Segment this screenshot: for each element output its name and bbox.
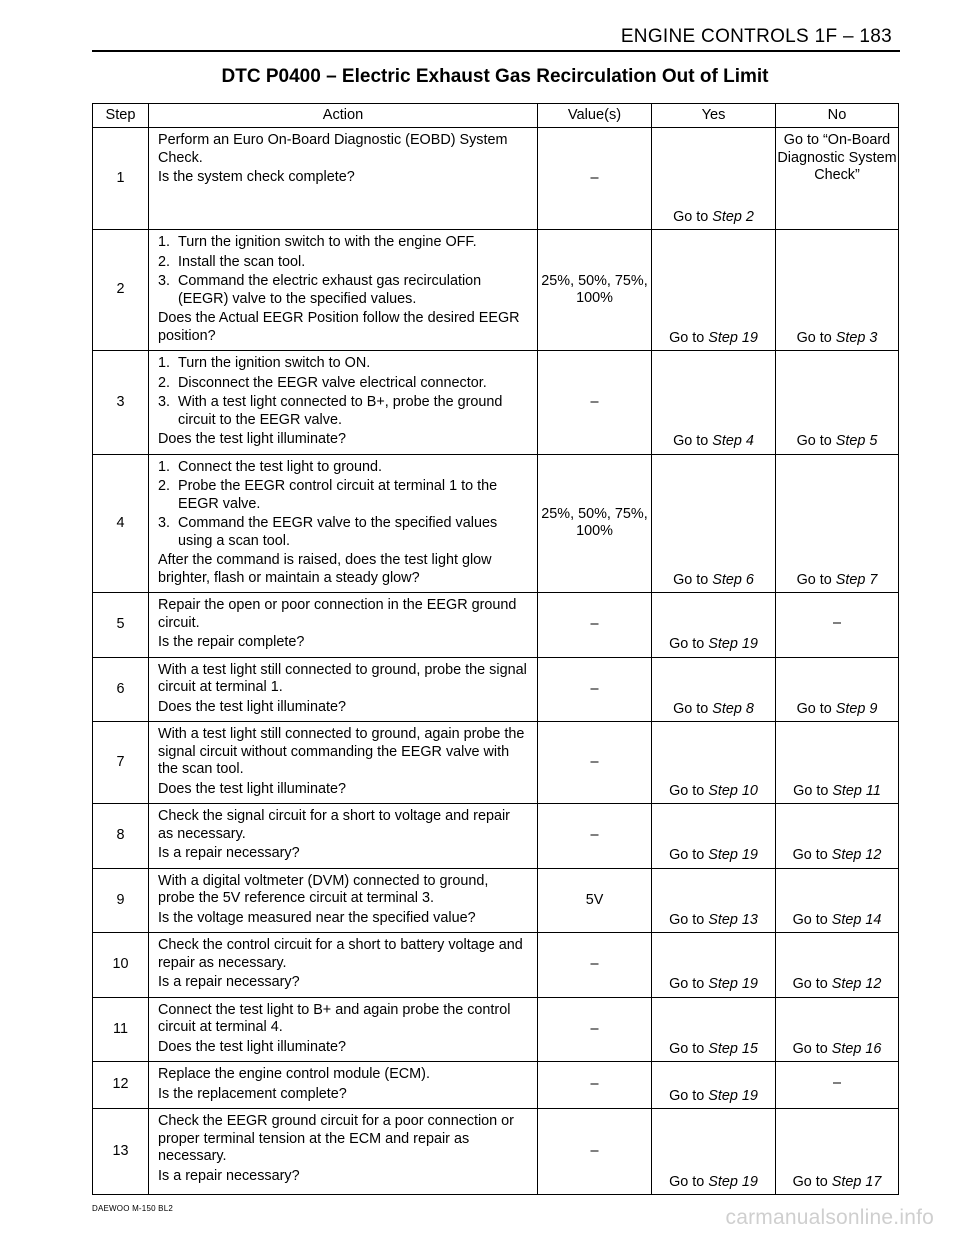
table-row (93, 804, 899, 869)
step-number: 9 (93, 868, 149, 933)
action-cell (149, 454, 538, 593)
step-number: 5 (93, 593, 149, 658)
action-item-number: 2. (158, 253, 171, 270)
column-header-no: No (776, 104, 899, 128)
yes-step-link: Step 19 (708, 1087, 758, 1104)
no-goto-prefix: Go to (793, 782, 833, 799)
yes-cell (652, 657, 776, 722)
yes-goto-prefix: Go to (673, 433, 713, 449)
no-goto-prefix: Go to (792, 911, 832, 928)
action-text: Does the test light illuminate? (158, 698, 346, 715)
no-cell (776, 933, 899, 998)
action-text: Does the test light illuminate? (158, 780, 346, 797)
action-text: Is a repair necessary? (158, 845, 300, 861)
no-cell (776, 1062, 899, 1109)
yes-cell (652, 230, 776, 351)
action-item-number: 3. (158, 273, 171, 289)
value-cell: 25%, 50%, 75%, 100% (538, 454, 652, 593)
action-cell (149, 722, 538, 804)
value-cell: – (538, 351, 652, 455)
action-item-text: Install the scan tool. (178, 253, 306, 270)
value-cell: 5V (538, 868, 652, 933)
action-text: Does the Actual EEGR Position follow the desired EEGR position? (158, 310, 520, 344)
yes-step-link: Step 6 (712, 571, 754, 588)
no-goto-prefix: Go to (796, 329, 836, 346)
no-step-link: Step 12 (831, 976, 882, 992)
step-number: 4 (93, 454, 149, 593)
action-cell (149, 868, 538, 933)
no-step-link: Step 7 (835, 571, 878, 588)
yes-cell (652, 1062, 776, 1109)
action-item-number: 1. (158, 355, 171, 371)
action-cell (149, 1062, 538, 1109)
table-row (93, 593, 899, 658)
action-text: With a digital voltmeter (DVM) connected to ground, probe the 5V reference circuit at terminal 3. (158, 872, 489, 906)
step-number: 8 (93, 804, 149, 869)
yes-goto-prefix: Go to (669, 847, 709, 863)
page-header: ENGINE CONTROLS 1F – 183 (620, 26, 892, 47)
action-text: Repair the open or poor connection in the EEGR ground circuit. (158, 597, 517, 631)
action-text: Perform an Euro On-Board Diagnostic (EOBD) System Check. (158, 132, 508, 166)
value-cell: – (538, 997, 652, 1062)
no-goto-prefix: Go to (792, 976, 832, 992)
no-goto-prefix: Go to (792, 1173, 832, 1190)
action-cell (149, 933, 538, 998)
column-header-values: Value(s) (538, 104, 652, 128)
action-cell (149, 997, 538, 1062)
yes-step-link: Step 2 (712, 208, 754, 225)
value-cell: – (538, 722, 652, 804)
no-step-link: Step 17 (831, 1173, 882, 1190)
no-cell (776, 454, 899, 593)
action-list-item (158, 234, 529, 252)
action-cell (149, 128, 538, 230)
action-list-item (158, 515, 529, 550)
no-goto-prefix: Go to (796, 571, 836, 588)
table-body (93, 128, 899, 1195)
table-row (93, 868, 899, 933)
no-cell (776, 868, 899, 933)
action-text: After the command is raised, does the test light glow brighter, flash or maintain a steady glow? (158, 552, 492, 586)
no-text: Go to “On-Board Diagnostic System Check” (777, 132, 897, 183)
yes-cell (652, 868, 776, 933)
table-row (93, 128, 899, 230)
yes-goto-prefix: Go to (673, 571, 713, 588)
action-text: Replace the engine control module (ECM). (158, 1066, 430, 1082)
no-step-link: Step 14 (831, 911, 882, 928)
action-cell (149, 1109, 538, 1195)
yes-step-link: Step 13 (708, 911, 758, 928)
yes-step-link: Step 10 (708, 782, 758, 799)
value-cell: – (538, 593, 652, 658)
yes-step-link: Step 8 (712, 700, 754, 717)
no-cell (776, 1109, 899, 1195)
yes-cell (652, 351, 776, 455)
action-text: Is the voltage measured near the specified value? (158, 909, 476, 926)
action-text: Check the signal circuit for a short to voltage and repair as necessary. (158, 808, 510, 842)
action-item-number: 3. (158, 394, 171, 410)
action-list-item (158, 394, 529, 429)
action-item-text: Disconnect the EEGR valve electrical connector. (178, 374, 487, 391)
step-number: 12 (93, 1062, 149, 1109)
no-text: – (832, 614, 841, 631)
value-cell: – (538, 933, 652, 998)
action-item-number: 1. (158, 458, 171, 475)
yes-cell (652, 997, 776, 1062)
action-text: Is a repair necessary? (158, 1167, 300, 1184)
action-cell (149, 351, 538, 455)
no-cell (776, 804, 899, 869)
table-row (93, 997, 899, 1062)
yes-cell (652, 933, 776, 998)
no-goto-prefix: Go to (792, 847, 832, 863)
yes-step-link: Step 19 (708, 847, 758, 863)
table-row (93, 1062, 899, 1109)
value-cell: – (538, 657, 652, 722)
action-list-item (158, 273, 529, 308)
yes-goto-prefix: Go to (669, 976, 709, 992)
step-number: 10 (93, 933, 149, 998)
action-text: Is the replacement complete? (158, 1085, 347, 1102)
no-step-link: Step 3 (835, 329, 878, 346)
action-item-text: Turn the ignition switch to with the engine OFF. (178, 234, 477, 250)
action-item-text: Command the electric exhaust gas recirculation (EEGR) valve to the specified values. (178, 273, 482, 307)
value-cell: – (538, 804, 652, 869)
yes-goto-prefix: Go to (669, 782, 709, 799)
table-row (93, 722, 899, 804)
column-header-step: Step (93, 104, 149, 128)
no-goto-prefix: Go to (792, 1040, 832, 1057)
value-cell: – (538, 1062, 652, 1109)
no-cell (776, 593, 899, 658)
yes-step-link: Step 4 (712, 433, 754, 449)
column-header-yes: Yes (652, 104, 776, 128)
no-cell (776, 230, 899, 351)
footer-code: DAEWOO M-150 BL2 (92, 1204, 174, 1213)
no-step-link: Step 5 (835, 433, 878, 449)
action-item-number: 2. (158, 374, 171, 391)
value-cell: – (538, 1109, 652, 1195)
table-row (93, 933, 899, 998)
no-step-link: Step 16 (831, 1040, 882, 1057)
action-list-item (158, 355, 529, 373)
no-cell (776, 351, 899, 455)
table-row (93, 454, 899, 593)
step-number: 11 (93, 997, 149, 1062)
no-goto-prefix: Go to (796, 700, 836, 717)
table-row (93, 351, 899, 455)
yes-goto-prefix: Go to (669, 329, 709, 346)
step-number: 1 (93, 128, 149, 230)
no-step-link: Step 12 (831, 847, 882, 863)
no-cell (776, 722, 899, 804)
action-text: Does the test light illuminate? (158, 431, 346, 447)
watermark: carmanualsonline.info (725, 1206, 934, 1229)
action-list-item (158, 254, 529, 272)
action-cell (149, 593, 538, 658)
yes-goto-prefix: Go to (669, 1087, 709, 1104)
diagnostic-table (92, 103, 899, 1195)
action-list-item (158, 478, 529, 513)
yes-goto-prefix: Go to (669, 636, 709, 652)
no-cell (776, 997, 899, 1062)
action-item-text: Connect the test light to ground. (178, 458, 382, 475)
yes-cell (652, 1109, 776, 1195)
table-header-row (93, 104, 899, 128)
action-item-number: 3. (158, 515, 171, 531)
table-row (93, 1109, 899, 1195)
header-rule (92, 50, 900, 52)
step-number: 2 (93, 230, 149, 351)
action-list-item (158, 375, 529, 393)
yes-step-link: Step 19 (708, 976, 758, 992)
column-header-action: Action (149, 104, 538, 128)
value-cell: – (538, 128, 652, 230)
yes-cell (652, 593, 776, 658)
yes-step-link: Step 19 (708, 329, 758, 346)
action-text: Does the test light illuminate? (158, 1038, 346, 1055)
no-step-link: Step 11 (832, 782, 881, 799)
action-text: Is the system check complete? (158, 169, 355, 185)
action-cell (149, 230, 538, 351)
action-item-text: Command the EEGR valve to the specified values using a scan tool. (178, 515, 498, 549)
yes-goto-prefix: Go to (673, 700, 713, 717)
yes-goto-prefix: Go to (673, 208, 713, 225)
no-text: – (832, 1074, 841, 1091)
yes-cell (652, 128, 776, 230)
yes-step-link: Step 19 (708, 636, 758, 652)
yes-step-link: Step 19 (708, 1173, 758, 1190)
step-number: 13 (93, 1109, 149, 1195)
no-cell (776, 128, 899, 230)
action-item-text: With a test light connected to B+, probe the ground circuit to the EEGR valve. (178, 394, 503, 428)
no-goto-prefix: Go to (796, 433, 836, 449)
table-row (93, 230, 899, 351)
no-cell (776, 657, 899, 722)
action-item-text: Turn the ignition switch to ON. (178, 355, 371, 371)
action-text: Check the control circuit for a short to battery voltage and repair as necessary. (158, 937, 523, 971)
action-item-text: Probe the EEGR control circuit at terminal 1 to the EEGR valve. (178, 478, 498, 512)
step-number: 3 (93, 351, 149, 455)
yes-goto-prefix: Go to (669, 1040, 709, 1057)
step-number: 7 (93, 722, 149, 804)
table-row (93, 657, 899, 722)
action-cell (149, 657, 538, 722)
action-text: Check the EEGR ground circuit for a poor connection or proper terminal tension at the ECM and repair as necessary. (158, 1113, 514, 1164)
document-title: DTC P0400 – Electric Exhaust Gas Recirculation Out of Limit (221, 66, 769, 87)
yes-goto-prefix: Go to (669, 911, 709, 928)
action-text: With a test light still connected to ground, probe the signal circuit at terminal 1. (158, 661, 527, 695)
action-text: With a test light still connected to ground, again probe the signal circuit without commanding the EEGR valve with the scan tool. (158, 726, 525, 777)
yes-step-link: Step 15 (708, 1040, 758, 1057)
action-list-item (158, 459, 529, 477)
action-text: Is a repair necessary? (158, 974, 300, 990)
yes-cell (652, 454, 776, 593)
action-text: Connect the test light to B+ and again probe the control circuit at terminal 4. (158, 1001, 511, 1035)
no-step-link: Step 9 (835, 700, 878, 717)
yes-goto-prefix: Go to (669, 1173, 709, 1190)
yes-cell (652, 722, 776, 804)
action-cell (149, 804, 538, 869)
yes-cell (652, 804, 776, 869)
value-cell: 25%, 50%, 75%, 100% (538, 230, 652, 351)
step-number: 6 (93, 657, 149, 722)
action-item-number: 2. (158, 478, 171, 494)
action-item-number: 1. (158, 234, 171, 250)
action-text: Is the repair complete? (158, 634, 305, 650)
